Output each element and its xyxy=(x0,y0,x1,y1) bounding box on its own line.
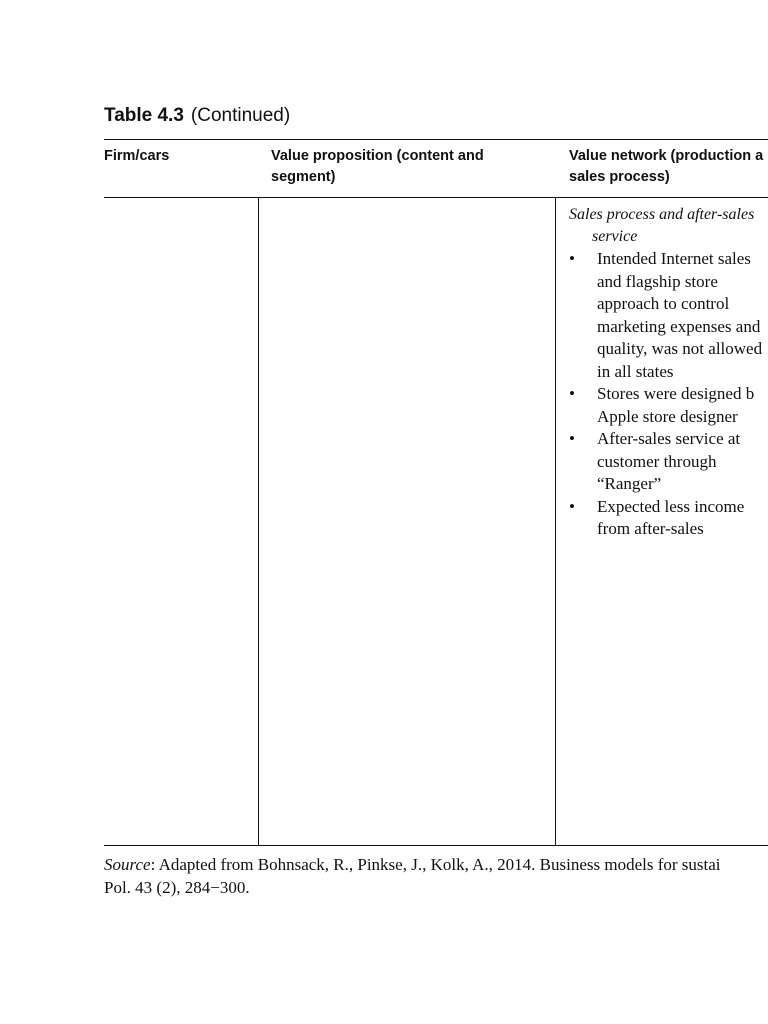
header-value-network-line2: sales process) xyxy=(569,169,670,185)
table-header-rule xyxy=(104,197,768,198)
bullet-line: “Ranger” xyxy=(597,474,662,493)
cell-subheading-line2: service xyxy=(592,228,638,245)
bullet-line: customer through xyxy=(597,451,717,471)
column-divider-2 xyxy=(555,197,556,845)
bullet-line: marketing expenses and xyxy=(597,316,761,336)
bullet-line: quality, was not allowed xyxy=(597,339,763,358)
table-caption xyxy=(104,105,290,127)
bullet-line: approach to control xyxy=(597,294,730,313)
source-line-1 xyxy=(104,853,721,876)
bullet-line: from after-sales xyxy=(597,519,704,538)
cell-subheading xyxy=(569,204,759,248)
header-firm-cars: Firm/cars xyxy=(104,148,170,164)
table-caption-label: Table 4.3 xyxy=(104,105,184,126)
bullet-line: Expected less income xyxy=(597,496,745,516)
bullet-line: and flagship store xyxy=(597,271,718,291)
bullet-line: Apple store designer xyxy=(597,406,738,426)
table-top-rule xyxy=(104,139,768,140)
bullet-item xyxy=(569,248,768,383)
bullet-line: in all states xyxy=(597,361,674,381)
table-bottom-rule xyxy=(104,845,768,846)
bullet-item xyxy=(569,428,768,496)
bullet-item xyxy=(569,496,768,541)
cell-subheading-line1: Sales process and after-sales xyxy=(569,206,755,223)
header-value-network-line1: Value network (production a xyxy=(569,148,764,164)
bullet-glyph: • xyxy=(569,496,575,516)
bullet-line: Intended Internet sales xyxy=(597,249,751,268)
header-value-network xyxy=(569,146,768,188)
bullet-glyph: • xyxy=(569,249,575,268)
source-note xyxy=(104,853,721,899)
source-label: Source xyxy=(104,855,151,874)
bullet-line: Stores were designed b xyxy=(597,384,755,403)
bullet-glyph: • xyxy=(569,384,575,403)
cell-bullet-list xyxy=(569,248,768,541)
bullet-line: After-sales service at xyxy=(597,429,741,448)
source-text: : Adapted from Bohnsack, R., Pinkse, J., Kolk, A., 2014. Business models for sustai xyxy=(150,855,721,874)
bullet-item xyxy=(569,383,768,428)
source-line-2: Pol. 43 (2), 284−300. xyxy=(104,878,250,897)
column-divider-1 xyxy=(258,197,259,845)
header-value-proposition: Value proposition (content and segment) xyxy=(271,148,484,185)
table-caption-continued: (Continued) xyxy=(190,105,291,126)
bullet-glyph: • xyxy=(569,429,575,448)
value-network-cell xyxy=(569,204,768,541)
